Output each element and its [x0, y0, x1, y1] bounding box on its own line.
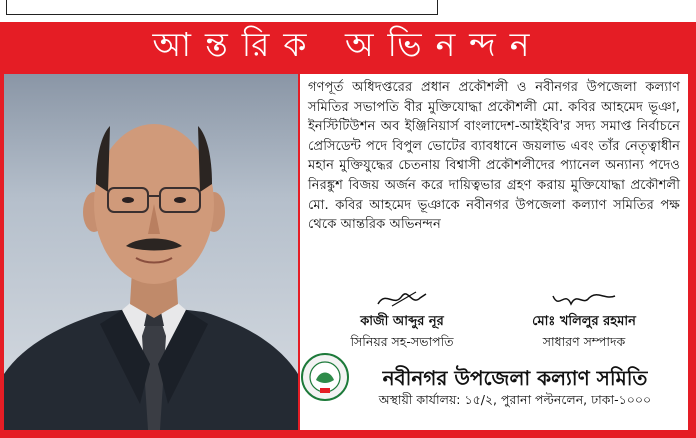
ad-title: আন্তরিক অভিনন্দন: [152, 25, 544, 64]
message-panel: [300, 74, 688, 430]
previous-ad-box: [6, 0, 438, 15]
signatory-name: মোঃ খলিলুর রহমান: [532, 314, 636, 329]
organization-seal-icon: [300, 352, 350, 402]
congratulation-message: গণপূর্ত অধিদপ্তরের প্রধান প্রকৌশলী ও নবীনগর উপজেলা কল্যাণ সমিতির সভাপতি বীর মুক্তিযোদ্ধা প্রকৌশলী মো. কবির আহমেদ ভূঞা, ইনস্টিটিউশন অব ইঞ্জিনিয়ার্স বাংলাদেশ-আইইবি'র সদ্য সমাপ্ত নির্বাচনে প্রেসিডেন্ট পদে বিপুল ভোটের ব্যাবধানে জয়লাভ এবং তাঁর নেতৃত্বাধীন মহান মুক্তিযুদ্ধের চেতনায় বিশ্বাসী প্রকৌশলীদের প্যানেল অন্যান্য পদেও নিরঙ্কুশ বিজয় অর্জন করে দায়িত্বভার গ্রহণ করায় মুক্তিযোদ্ধা প্রকৌশলী মো. কবির আহমেদ ভূঞাকে নবীনগর উপজেলা কল্যাণ সমিতির পক্ষ থেকে আন্তরিক অভিনন্দন: [308, 80, 680, 233]
portrait-image: [4, 74, 298, 430]
signatory-title: সাধারণ সম্পাদক: [542, 334, 626, 349]
organization-address: অস্থায়ী কার্যালয়: ১৫/২, পুরানা পল্টনলেন, ঢাকা-১০০০: [378, 392, 652, 407]
organization-name: নবীনগর উপজেলা কল্যাণ সমিতি: [382, 366, 648, 390]
signatory-name: কাজী আব্দুর নূর: [360, 314, 444, 329]
congratulations-advertisement: [0, 22, 696, 438]
signatory-left: [312, 286, 492, 354]
signature-scribble-right: [549, 286, 619, 312]
bottom-border: [0, 432, 696, 438]
signature-scribble-left: [372, 286, 432, 312]
portrait-photo: [4, 74, 298, 430]
signatory-right: [494, 286, 674, 354]
signatory-title: সিনিয়র সহ-সভাপতি: [350, 334, 454, 349]
